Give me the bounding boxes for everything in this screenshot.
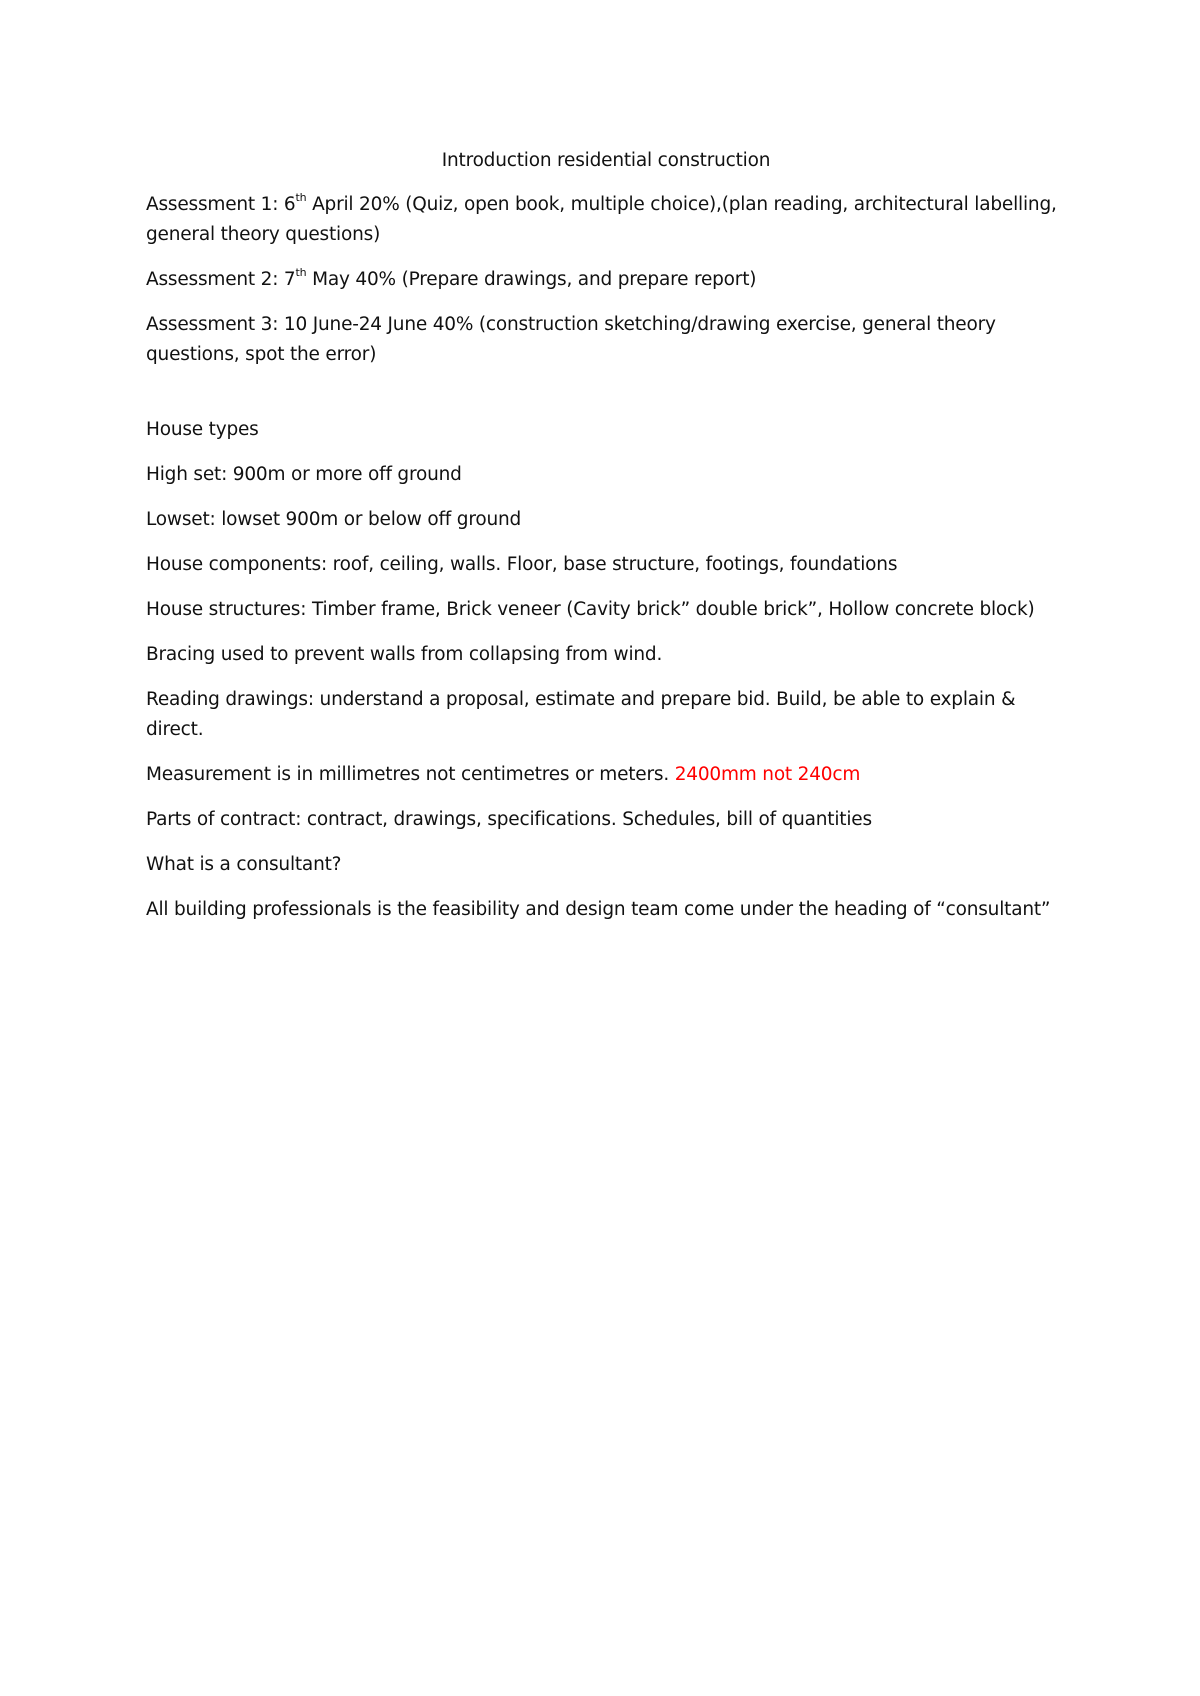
measurement-note: [146, 760, 1066, 790]
assessment-2-details: May 40% (Prepare drawings, and prepare report): [306, 269, 757, 290]
measurement-text: Measurement is in millimetres not centimetres or meters.: [146, 764, 675, 785]
bracing-note: Bracing used to prevent walls from collapsing from wind.: [146, 644, 663, 665]
consultant-answer: All building professionals is the feasibility and design team come under the heading of “consultant”: [146, 899, 1051, 920]
assessment-2-prefix: Assessment 2: 7: [146, 269, 296, 290]
contract-parts-note: Parts of contract: contract, drawings, specifications. Schedules, bill of quantities: [146, 809, 872, 830]
consultant-question: What is a consultant?: [146, 854, 342, 875]
high-set-note: High set: 900m or more off ground: [146, 464, 462, 485]
reading-drawings-note: Reading drawings: understand a proposal, estimate and prepare bid. Build, be able to explain & direct.: [146, 689, 1016, 740]
assessment-2-ordinal: th: [295, 265, 307, 279]
assessment-3: [146, 310, 1066, 370]
assessment-1-ordinal: th: [295, 190, 307, 204]
assessment-1-details: April 20% (Quiz, open book, multiple choice),(plan reading, architectural labelling, general theory questions): [146, 194, 1057, 245]
house-types-heading: House types: [146, 419, 259, 440]
house-structures-note: House structures: Timber frame, Brick veneer (Cavity brick” double brick”, Hollow concrete block): [146, 599, 1035, 620]
house-components-note: House components: roof, ceiling, walls. Floor, base structure, footings, foundations: [146, 554, 898, 575]
blank-line: [146, 385, 1066, 415]
measurement-highlight: 2400mm not 240cm: [674, 764, 861, 785]
document-title: Introduction residential construction: [441, 150, 771, 171]
document-body: [146, 146, 1066, 940]
assessment-1: [146, 190, 1066, 250]
lowset-note: Lowset: lowset 900m or below off ground: [146, 509, 522, 530]
assessment-1-prefix: Assessment 1: 6: [146, 194, 296, 215]
assessment-3-text: Assessment 3: 10 June-24 June 40% (construction sketching/drawing exercise, general theory questions, spot the error): [146, 314, 996, 365]
assessment-2: [146, 265, 1066, 295]
